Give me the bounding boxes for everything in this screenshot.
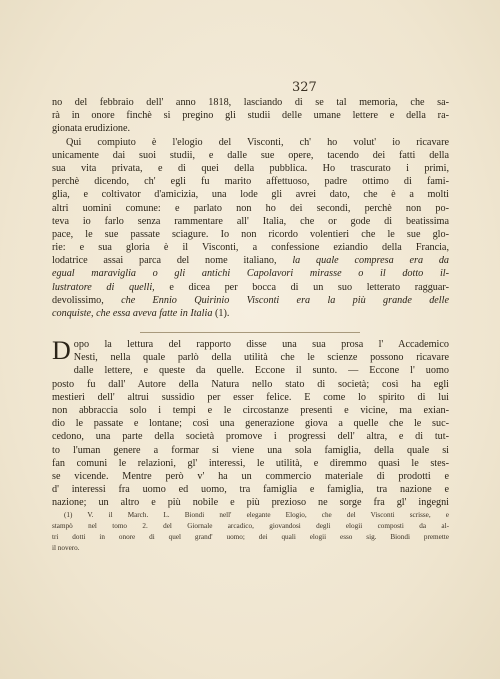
text-line: opo la lettura del rapporto disse una sua prosa l' Accademico <box>73 339 449 350</box>
text-line: dio le passate e lontane; così una generazione giova a quelle che le suc- <box>52 418 449 430</box>
text-line: Qui compiuto è l'elogio del Visconti, ch' ho volut' io ricavare <box>66 136 449 148</box>
text-line: non abbraccia solo i tempi e le circostanze presenti e vicine, ma exian- <box>52 404 449 416</box>
italic-span: lustratore di quelli, <box>52 281 155 293</box>
text-line: rie: e sua gloria è il Visconti, a confessione eziandio della Francia, <box>52 242 449 254</box>
page-number: 327 <box>292 80 317 95</box>
text-line: pace, le sue passate sciagure. Io non ricordo volentieri che le sue glo- <box>52 228 449 240</box>
section-divider <box>140 332 360 333</box>
text-line: teva io farlo senza rammentare all' Italia, che or gode di beatissima <box>52 215 449 227</box>
main-text-top <box>52 96 449 320</box>
text-line <box>52 281 449 294</box>
footnote-line: stampò nel tomo 2. del Giornale arcadico, giovandosi degli elogii composti da al- <box>52 522 449 530</box>
paragraph-2 <box>52 136 449 321</box>
text-line <box>52 254 449 267</box>
text-line: cedono, una parte della società promove i progressi dell' altra, e di tut- <box>52 431 449 443</box>
text-line: posto fu dall' Autore della Natura nello stato di società; così ha egli <box>52 378 449 390</box>
text-line: nazione; un altro e più nobile e più prezioso ne sorge fra gl' ingegni <box>52 497 449 509</box>
text-line: to l'uman genere a formar si viene una sola famiglia, della quale si <box>52 444 449 456</box>
italic-span: la quale compresa era da <box>292 255 449 267</box>
text-line: gionata erudizione. <box>52 123 131 135</box>
text-line: perchè dicendo, ch' egli fu marito affettuoso, padre ottimo di fami- <box>52 176 449 188</box>
footnote-reference: (1). <box>214 308 230 319</box>
footnote-line: il novero. <box>52 544 80 552</box>
text-line: dalle lettere, e queste da quelle. Eccone il sunto. — Eccone l' uomo <box>73 365 449 377</box>
text-line: Nesti, nella quale parlò della utilità che le scienze possono ricavare <box>73 352 449 364</box>
text-line <box>52 307 449 320</box>
text-line: glia, e coltivator d'amicizia, una lode gli avrei dato, che è a molti <box>52 189 449 201</box>
text-span: lodatrice assai parca del nome italiano, <box>52 255 277 267</box>
text-line: no del febbraio dell' anno 1818, lasciando di se tal memoria, che sa- <box>52 97 449 108</box>
text-line <box>52 294 449 307</box>
text-line: egual maraviglia o gli antichi Capolavori mirasse o il dotto il- <box>52 268 449 280</box>
text-line: se vicende. Mentre però v' ha un commercio materiale di prodotti e <box>52 470 449 482</box>
text-line: sua vita privata, e di quei della pubblica. Ho trascurato i primi, <box>52 162 449 174</box>
italic-span: che Ennio Quirinio Visconti era la più grande delle <box>121 294 449 306</box>
drop-cap: D <box>52 336 71 365</box>
italic-span: conquiste, che essa aveva fatte in Italia <box>52 308 213 319</box>
footnote <box>52 510 449 554</box>
text-line: altri uomini comune: e parlato non ho dei secondi, perchè non po- <box>52 202 449 214</box>
text-span: devolissimo, <box>52 294 104 306</box>
text-span: e dicea per bocca di un suo letterato ragguar- <box>169 281 449 293</box>
paragraph-1 <box>52 96 449 136</box>
text-line: mestieri dell' altrui sussidio per esser felice. E come lo spirito di lui <box>52 391 449 403</box>
paragraph-3 <box>52 338 449 509</box>
text-line: fan comuni le relazioni, gl' interessi, le utilità, e diremmo quasi le stes- <box>52 457 449 469</box>
footnote-line: (1) V. il March. L. Biondi nell' elegante Elogio, che del Visconti scrisse, e <box>64 511 449 519</box>
text-line: rà in onore finchè si pregino gli studii delle umane lettere e della ra- <box>52 110 449 122</box>
text-line: unicamente dai suoi studii, e dalle sue opere, tacendo dei fatti della <box>52 149 449 161</box>
text-line: d' interessi fra uomo ed uomo, tra famiglia e famiglia, tra nazione e <box>52 484 449 496</box>
footnote-line: tri dotti in onore di quel grand' uomo; dei quali elogii esso sig. Biondi premette <box>52 533 449 541</box>
